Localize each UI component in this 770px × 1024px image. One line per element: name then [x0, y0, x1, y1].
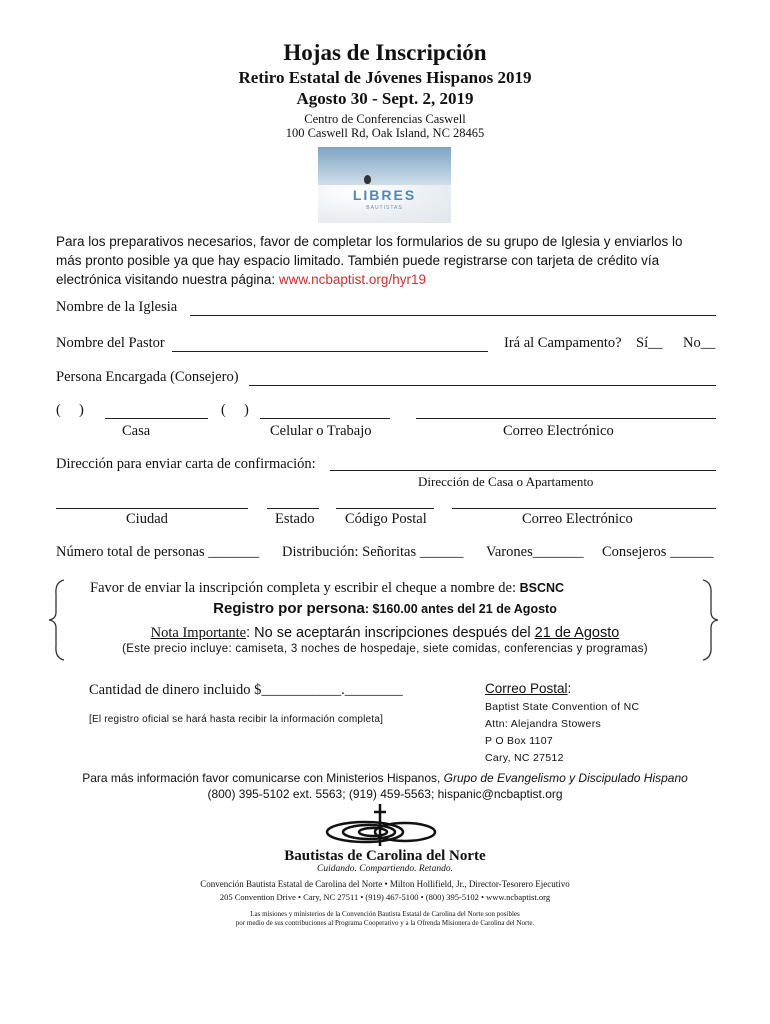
contact-info-line-1 — [0, 771, 770, 785]
cell-phone-field[interactable] — [260, 418, 390, 419]
mail-title: Correo Postal: — [485, 681, 572, 696]
email-field[interactable] — [416, 418, 716, 419]
intro-paragraph — [56, 232, 716, 289]
official-registration-note: [El registro oficial se hará hasta recibir la información completa] — [89, 714, 384, 725]
fee-line — [0, 600, 770, 618]
check-instructions — [90, 580, 564, 597]
email2-field[interactable] — [452, 508, 716, 509]
event-dates: Agosto 30 - Sept. 2, 2019 — [296, 89, 474, 108]
important-note — [0, 624, 770, 642]
pastor-name-field[interactable] — [172, 351, 488, 352]
fee-value: : $160.00 antes del 21 de Agosto — [364, 602, 557, 616]
important-text: : No se aceptarán inscripciones después del — [246, 625, 535, 641]
contact-info-line-2: (800) 395-5102 ext. 5563; (919) 459-5563; hispanic@ncbaptist.org — [207, 787, 563, 801]
address-label: Dirección para enviar carta de confirmación: — [56, 456, 316, 472]
mailing-address — [485, 699, 639, 767]
mail-line: Cary, NC 27512 — [485, 752, 564, 764]
address-field[interactable] — [330, 470, 716, 471]
intro-line-2: más pronto posible ya que hay espacio limitado. También puede registrarse con tarjeta de crédito vía — [56, 253, 660, 268]
cell-area-code[interactable]: ( ) — [221, 402, 249, 418]
church-name-field[interactable] — [190, 315, 716, 316]
footer-line-3: Las misiones y ministerios de la Convención Bautista Estatal de Carolina del Norte son posibles — [250, 910, 520, 918]
total-people-field[interactable]: Número total de personas _______ — [56, 544, 259, 560]
home-phone-caption: Casa — [122, 423, 151, 439]
balloon-icon — [364, 175, 371, 184]
footer-line-2: 205 Convention Drive • Cary, NC 27511 • (919) 467-5100 • (800) 395-5102 • www.ncbaptist.org — [219, 892, 551, 902]
venue-address: 100 Caswell Rd, Oak Island, NC 28465 — [285, 126, 485, 140]
pastor-name-label: Nombre del Pastor — [56, 335, 165, 351]
banner-tag: BAUTISTAS — [366, 205, 403, 211]
boys-count-field[interactable]: Varones_______ — [486, 544, 584, 560]
city-caption: Ciudad — [126, 511, 168, 527]
mail-line: P O Box 1107 — [485, 735, 554, 747]
venue-name: Centro de Conferencias Caswell — [304, 112, 466, 126]
church-name-label: Nombre de la Iglesia — [56, 299, 178, 315]
city-field[interactable] — [56, 508, 248, 509]
footer-tagline: Cuidando. Compartiendo. Retando. — [317, 864, 453, 874]
zip-caption: Código Postal — [345, 511, 427, 527]
price-includes: (Este precio incluye: camiseta, 3 noches de hospedaje, siete comidas, conferencias y programas) — [122, 643, 648, 655]
home-phone-field[interactable] — [105, 418, 208, 419]
home-area-code[interactable]: ( ) — [56, 402, 84, 418]
mail-title-text: Correo Postal — [485, 681, 568, 696]
address-caption: Dirección de Casa o Apartamento — [418, 474, 594, 489]
registration-link[interactable]: www.ncbaptist.org/hyr19 — [278, 272, 426, 287]
intro-line-1: Para los preparativos necesarios, favor de completar los formularios de su grupo de Iglesia y enviarlos lo — [56, 234, 683, 249]
footer-line-4: por medio de sus contribuciones al Programa Cooperativo y a la Ofrenda Misionera de Carolina del Norte. — [235, 919, 535, 927]
girls-count-field[interactable]: Distribución: Señoritas ______ — [282, 544, 464, 560]
email-caption: Correo Electrónico — [503, 423, 614, 439]
contact-person-label: Persona Encargada (Consejero) — [56, 369, 239, 385]
fee-label: Registro por persona — [213, 600, 365, 617]
counselors-count-field[interactable]: Consejeros ______ — [602, 544, 714, 560]
mail-line: Baptist State Convention of NC — [485, 701, 640, 713]
camp-question: Irá al Campamento? — [504, 335, 622, 351]
amount-field[interactable]: Cantidad de dinero incluido $___________.________ — [89, 682, 403, 698]
event-banner-image — [318, 147, 451, 223]
footer-line-1: Convención Bautista Estatal de Carolina del Norte • Milton Hollifield, Jr., Director-Tesorero Ejecutivo — [200, 879, 570, 889]
check-instructions-text: Favor de enviar la inscripción completa y escribir el cheque a nombre de: — [90, 580, 520, 596]
ministry-group-name: Grupo de Evangelismo y Discipulado Hispano — [443, 771, 688, 785]
mail-line: Attn: Alejandra Stowers — [485, 718, 602, 730]
state-field[interactable] — [267, 508, 319, 509]
convention-logo-icon — [325, 802, 445, 850]
contact-prefix: Para más información favor comunicarse con Ministerios Hispanos, — [82, 771, 444, 785]
intro-line-3 — [56, 270, 716, 289]
zip-field[interactable] — [336, 508, 434, 509]
contact-person-field[interactable] — [249, 385, 716, 386]
check-payee: BSCNC — [519, 581, 565, 595]
event-title: Retiro Estatal de Jóvenes Hispanos 2019 — [238, 68, 532, 87]
intro-line-3-text: electrónica visitando nuestra página: — [56, 272, 279, 287]
footer-org-name: Bautistas de Carolina del Norte — [284, 848, 486, 864]
page-title: Hojas de Inscripción — [283, 40, 487, 65]
cell-phone-caption: Celular o Trabajo — [270, 423, 372, 439]
banner-logo-text: LIBRES — [352, 187, 417, 203]
important-label: Nota Importante — [150, 625, 247, 641]
deadline-date: 21 de Agosto — [534, 625, 620, 641]
email2-caption: Correo Electrónico — [522, 511, 633, 527]
state-caption: Estado — [275, 511, 315, 527]
camp-no-option[interactable]: No__ — [683, 335, 716, 351]
camp-yes-option[interactable]: Sí__ — [636, 335, 663, 351]
